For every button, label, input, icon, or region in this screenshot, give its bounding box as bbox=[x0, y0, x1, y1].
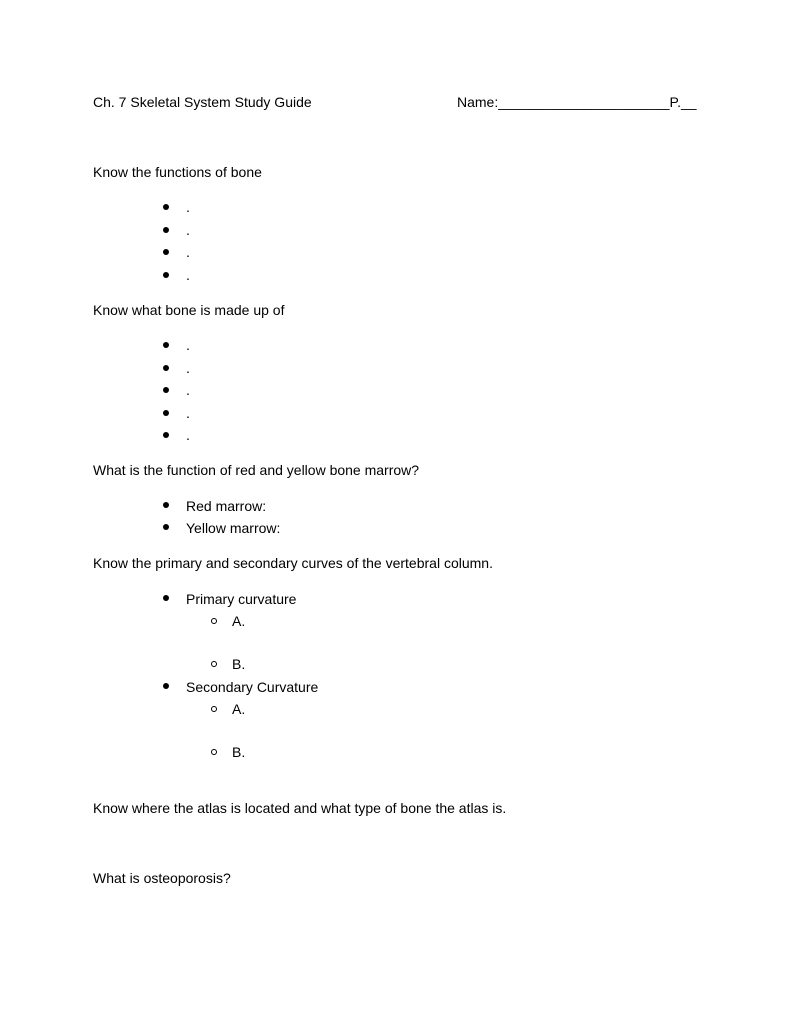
bullet-icon bbox=[163, 365, 169, 371]
atlas-heading: Know where the atlas is located and what type of bone the atlas is. bbox=[93, 800, 507, 816]
page-title: Ch. 7 Skeletal System Study Guide bbox=[93, 94, 312, 110]
curves-heading: Know the primary and secondary curves of the vertebral column. bbox=[93, 555, 493, 571]
sub-list-item: B. bbox=[232, 744, 246, 760]
list-item: . bbox=[186, 199, 190, 215]
list-item: Secondary Curvature bbox=[186, 679, 319, 695]
bullet-icon bbox=[163, 502, 169, 508]
list-item: . bbox=[186, 244, 190, 260]
osteoporosis-heading: What is osteoporosis? bbox=[93, 870, 231, 886]
list-item: . bbox=[186, 222, 190, 238]
name-period-field: Name:______________________P.__ bbox=[457, 94, 697, 110]
bullet-icon bbox=[163, 249, 169, 255]
list-item: Yellow marrow: bbox=[186, 520, 281, 536]
circle-bullet-icon bbox=[211, 661, 217, 667]
list-item: . bbox=[186, 382, 190, 398]
circle-bullet-icon bbox=[211, 618, 217, 624]
list-item: . bbox=[186, 360, 190, 376]
marrow-heading: What is the function of red and yellow bone marrow? bbox=[93, 462, 420, 478]
bullet-icon bbox=[163, 683, 169, 689]
functions-heading: Know the functions of bone bbox=[93, 164, 262, 180]
bullet-icon bbox=[163, 204, 169, 210]
bullet-icon bbox=[163, 595, 169, 601]
bullet-icon bbox=[163, 227, 169, 233]
sub-list-item: B. bbox=[232, 656, 246, 672]
list-item: . bbox=[186, 337, 190, 353]
sub-list-item: A. bbox=[232, 613, 246, 629]
list-item: . bbox=[186, 405, 190, 421]
sub-list-item: A. bbox=[232, 701, 246, 717]
bullet-icon bbox=[163, 342, 169, 348]
circle-bullet-icon bbox=[211, 749, 217, 755]
list-item: . bbox=[186, 427, 190, 443]
composition-heading: Know what bone is made up of bbox=[93, 302, 285, 318]
circle-bullet-icon bbox=[211, 706, 217, 712]
bullet-icon bbox=[163, 410, 169, 416]
bullet-icon bbox=[163, 272, 169, 278]
list-item: Primary curvature bbox=[186, 591, 297, 607]
bullet-icon bbox=[163, 432, 169, 438]
list-item: . bbox=[186, 267, 190, 283]
bullet-icon bbox=[163, 524, 169, 530]
list-item: Red marrow: bbox=[186, 498, 267, 514]
bullet-icon bbox=[163, 387, 169, 393]
